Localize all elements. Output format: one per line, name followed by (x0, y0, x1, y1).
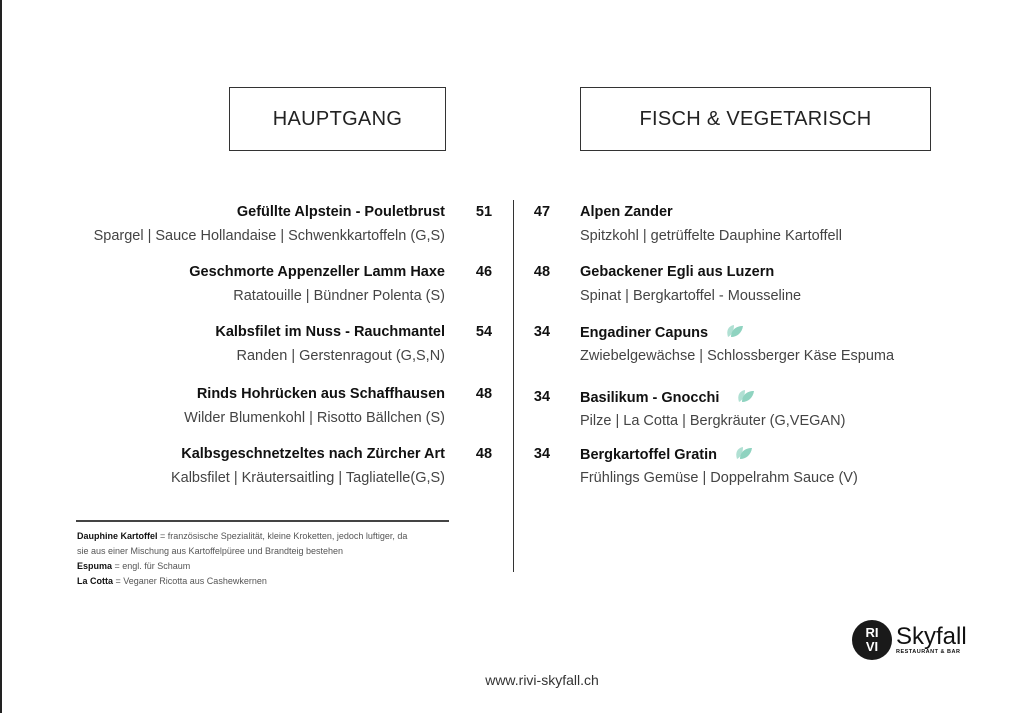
dish-name: Gebackener Egli aus Luzern (580, 264, 775, 280)
leaf-icon (726, 324, 744, 342)
logo-tagline: RESTAURANT & BAR (896, 649, 961, 655)
dish-name: Alpen Zander (580, 204, 673, 220)
leaf-icon (735, 446, 753, 464)
dish-price: 48 (475, 386, 493, 402)
footnote: La Cotta = Veganer Ricotta aus Cashewkernen (77, 576, 267, 586)
dish-name: Bergkartoffel Gratin (580, 446, 717, 463)
dish-price: 48 (533, 264, 551, 280)
leaf-icon (737, 389, 755, 407)
dish-name: Engadiner Capuns (580, 324, 709, 341)
dish-description: Randen | Gerstenragout (G,S,N) (236, 348, 445, 364)
dish-description: Spargel | Sauce Hollandaise | Schwenkkartoffeln (G,S) (93, 228, 445, 244)
dish-price: 54 (475, 324, 493, 340)
column-divider (513, 200, 514, 572)
footnote: Espuma = engl. für Schaum (77, 561, 191, 571)
footnote: sie aus einer Mischung aus Kartoffelpüree und Brandteig bestehen (77, 546, 344, 556)
dish-description: Frühlings Gemüse | Doppelrahm Sauce (V) (580, 470, 858, 486)
logo-name: Skyfall (896, 623, 967, 650)
dish-price: 34 (533, 446, 551, 462)
dish-name: Basilikum - Gnocchi (580, 389, 720, 406)
dish-price: 34 (533, 389, 551, 405)
dish-price: 34 (533, 324, 551, 340)
dish-name: Rinds Hohrücken aus Schaffhausen (196, 386, 445, 402)
dish-name: Gefüllte Alpstein - Pouletbrust (236, 204, 445, 220)
dish-description: Pilze | La Cotta | Bergkräuter (G,VEGAN) (580, 413, 846, 429)
section-title-hauptgang: HAUPTGANG (229, 87, 446, 151)
dish-description: Zwiebelgewächse | Schlossberger Käse Espuma (580, 348, 895, 364)
rivi-skyfall-logo (852, 620, 967, 660)
footnote: Dauphine Kartoffel = französische Spezialität, kleine Kroketten, jedoch luftiger, da (77, 531, 408, 541)
dish-price: 46 (475, 264, 493, 280)
dish-description: Wilder Blumenkohl | Risotto Bällchen (S) (184, 410, 445, 426)
dish-description: Spitzkohl | getrüffelte Dauphine Kartoffell (580, 228, 842, 244)
dish-name: Kalbsgeschnetzeltes nach Zürcher Art (181, 446, 445, 462)
dish-name: Kalbsfilet im Nuss - Rauchmantel (215, 324, 445, 340)
footnote-divider (76, 520, 449, 522)
website-url[interactable]: www.rivi-skyfall.ch (485, 672, 599, 688)
logo-mark: RI VI (852, 620, 892, 660)
dish-name: Geschmorte Appenzeller Lamm Haxe (189, 264, 445, 280)
dish-description: Spinat | Bergkartoffel - Mousseline (580, 288, 802, 304)
dish-price: 47 (533, 204, 551, 220)
dish-description: Ratatouille | Bündner Polenta (S) (233, 288, 445, 304)
section-title-fisch-vegetarisch: FISCH & VEGETARISCH (580, 87, 931, 151)
dish-price: 51 (475, 204, 493, 220)
dish-description: Kalbsfilet | Kräutersaitling | Tagliatelle(G,S) (170, 470, 445, 486)
dish-price: 48 (475, 446, 493, 462)
